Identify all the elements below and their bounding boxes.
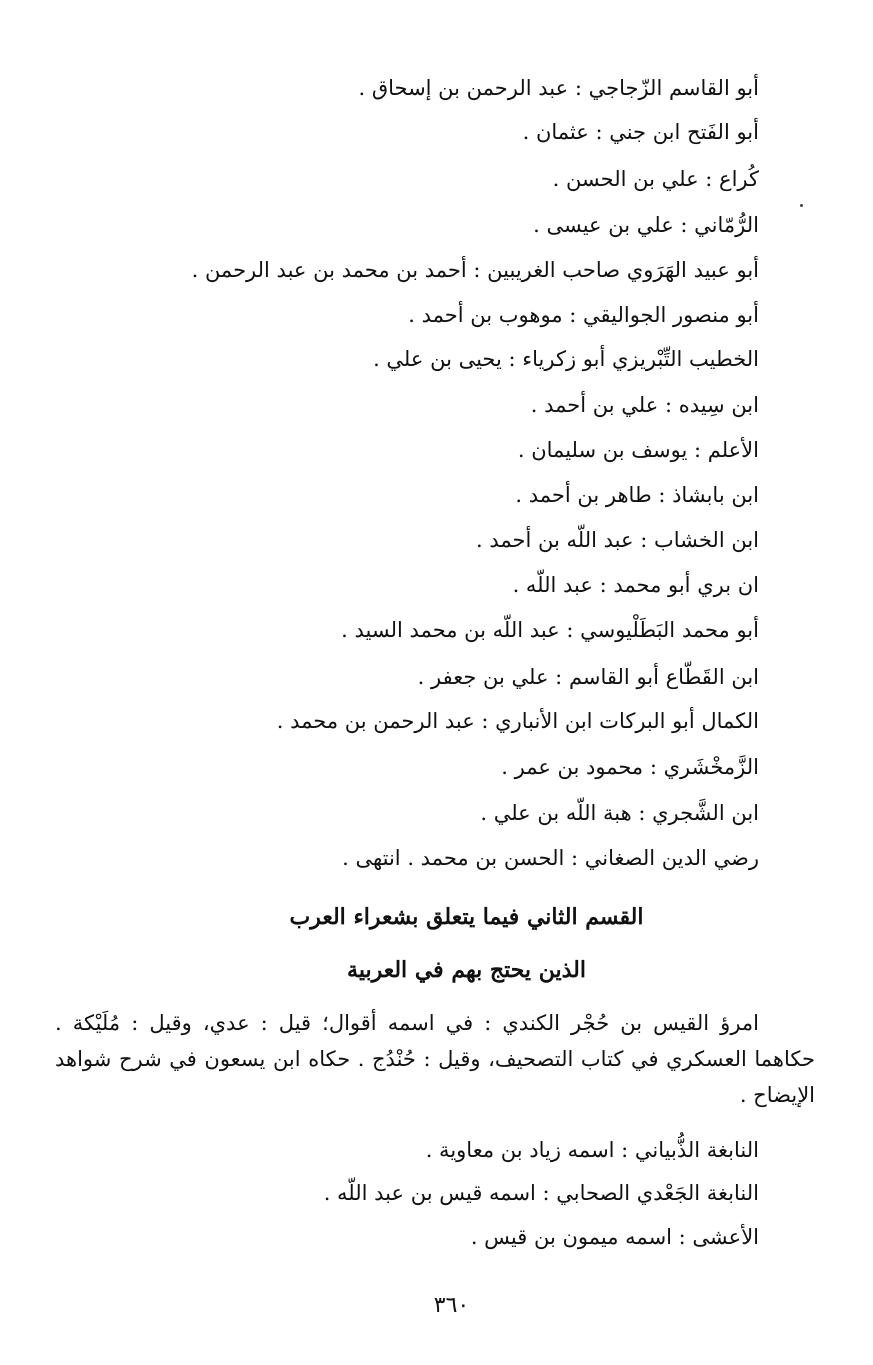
poet-nabigha-dhubyani: النابغة الذُّبياني : اسمه زياد بن معاوية . <box>425 1138 759 1162</box>
entry-saghani: رضي الدين الصغاني : الحسن بن محمد . انتهى . <box>342 846 759 870</box>
entry-ibn-anbari: الكمال أبو البركات ابن الأنباري : عبد الرحمن بن محمد . <box>276 709 759 733</box>
section-heading-line2 <box>0 954 873 986</box>
entry-alam: الأعلم : يوسف بن سليمان . <box>517 438 759 462</box>
entry-ibn-barri: ان بري أبو محمد : عبد اللّه . <box>512 573 759 597</box>
section-heading-line1 <box>0 901 873 933</box>
entry-tabrizi: الخطيب التِّبْريزي أبو زكرياء : يحيى بن علي . <box>373 347 759 371</box>
section-heading-line1-text: القسم الثاني فيما يتعلق بشعراء العرب <box>289 904 644 930</box>
page-number <box>0 1291 873 1321</box>
entry-batalyusi: أبو محمد البَطَلْيوسي : عبد اللّه بن محمد السيد . <box>341 618 759 642</box>
entry-ibn-qatta: ابن القَطّاع أبو القاسم : علي بن جعفر . <box>417 665 759 689</box>
entry-ibn-sidah: ابن سِيده : علي بن أحمد . <box>530 393 759 417</box>
entry-ibn-babshadh: ابن بابشاذ : طاهر بن أحمد . <box>515 483 759 507</box>
poet-asha: الأعشى : اسمه ميمون بن قيس . <box>470 1225 759 1249</box>
entry-jawaliqi: أبو منصور الجواليقي : موهوب بن أحمد . <box>408 303 759 327</box>
entry-zamakhshari: الزَّمخْشَري : محمود بن عمر . <box>501 755 759 779</box>
poet-nabigha-jadi: النابغة الجَعْدي الصحابي : اسمه قيس بن عبد اللّه . <box>323 1181 759 1205</box>
paragraph-text: امرؤ القيس بن حُجْر الكندي : في اسمه أقوال؛ قيل : عدي، وقيل : مُلَيْكة . حكاهما العسكري في كتاب التصحيف، وقيل : حُنْدُج . حكاه ابن يسعون في شرح شواهد الإيضاح . <box>55 1011 815 1107</box>
section-heading-line2-text: الذين يحتج بهم في العربية <box>347 957 586 983</box>
entry-harawi: أبو عبيد الهَرَوي صاحب الغريبين : أحمد بن محمد بن عبد الرحمن . <box>191 258 759 282</box>
imru-al-qays-paragraph <box>55 1005 815 1113</box>
entry-ibn-shajari: ابن الشَّجري : هبة اللّه بن علي . <box>480 801 759 825</box>
page-number-text: ٣٦٠ <box>433 1293 470 1318</box>
entry-kura: كُراع : علي بن الحسن . <box>552 167 759 191</box>
entry-ibn-jinni: أبو الفَتح ابن جني : عثمان . <box>522 120 759 144</box>
entry-zajjaji: أبو القاسم الزّجاجي : عبد الرحمن بن إسحاق . <box>358 76 759 100</box>
entry-ibn-khashshab: ابن الخشاب : عبد اللّه بن أحمد . <box>476 528 759 552</box>
entry-rummani: الرُّمّاني : علي بن عيسى . <box>533 213 759 237</box>
margin-speck <box>800 204 803 207</box>
